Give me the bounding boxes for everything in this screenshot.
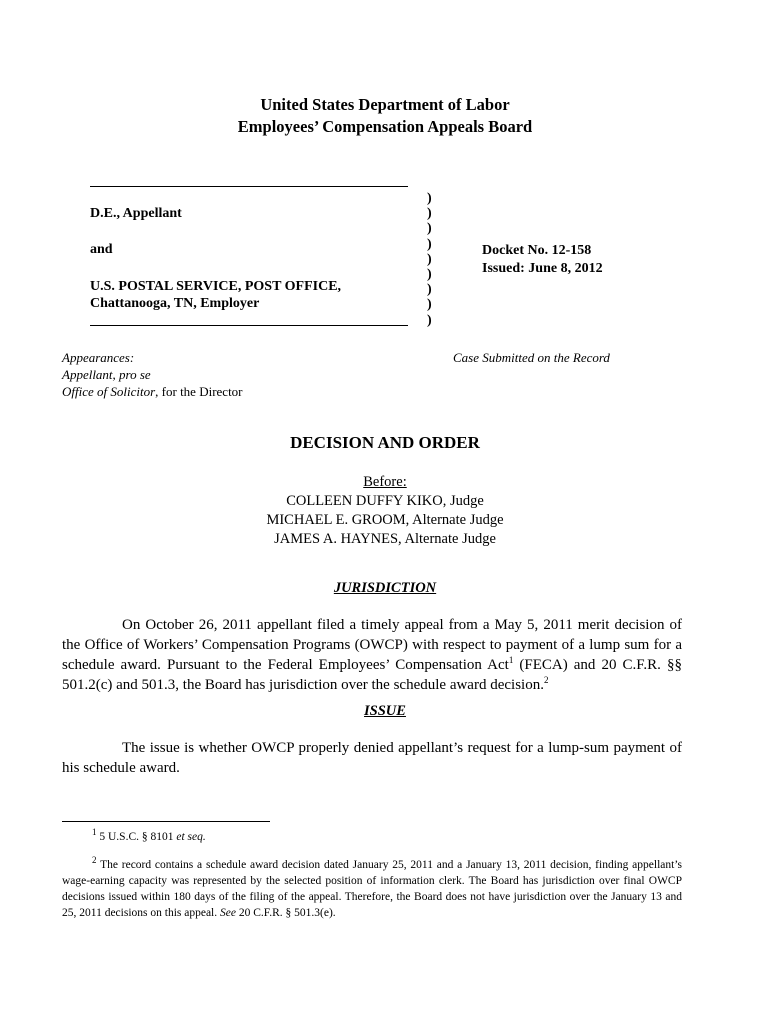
footnote-ref-2: 2 [543, 675, 549, 685]
appellant-name: D.E., Appellant [90, 206, 182, 221]
jurisdiction-heading: JURISDICTION [333, 580, 437, 596]
issue-heading: ISSUE [364, 703, 406, 719]
decision-title: DECISION AND ORDER [290, 433, 480, 452]
footnote-1: $^1$ 5 U.S.C. § 8101 et seq. [92, 827, 206, 843]
before-label: Before: [363, 474, 407, 490]
issue-paragraph: The issue is whether OWCP properly denied appellant’s request for a lump-sum payment of his schedule award. [62, 740, 682, 776]
footnote-ref-1: 1 [508, 655, 514, 665]
employer-line-2: Chattanooga, TN, Employer [90, 296, 260, 311]
appearance-solicitor: Office of Solicitor, for the Director [62, 384, 243, 399]
docket-number: Docket No. 12-158 [482, 243, 592, 258]
case-submitted: Case Submitted on the Record [453, 350, 610, 365]
judge-1: COLLEEN DUFFY KIKO, Judge [286, 493, 484, 509]
issued-date: Issued: June 8, 2012 [482, 261, 603, 276]
caption-bottom-rule [90, 325, 408, 326]
jurisdiction-paragraph: On October 26, 2011 appellant filed a timely appeal from a May 5, 2011 merit decision of the Office of Workers’ Compensation Programs (OWCP) with respect to payment of a lump sum for a schedule award. Pursuant to the Federal Employees’ Compensation Act$^1$ (FECA) and 20 C.F.R. §§ 501.2(c) and 501.3, the Board has jurisdiction over the schedule award decision.$^2$ [62, 617, 682, 693]
footnote-2: $^2$ The record contains a schedule award decision dated January 25, 2011 and a January 13, 2011 decision, finding appellant’s wage-earning capacity was represented by the selected position of information clerk. The Board has jurisdiction over final OWCP decisions issued within 180 days of the filing of the appeal. Therefore, the Board does not have jurisdiction over the January 13 and 25, 2011 decisions on this appeal. See 20 C.F.R. § 501.3(e). [62, 855, 682, 919]
judge-2: MICHAEL E. GROOM, Alternate Judge [266, 512, 504, 528]
footnote-rule [62, 821, 270, 822]
appearance-appellant: Appellant, pro se [62, 367, 151, 382]
agency-title: United States Department of Labor [260, 95, 510, 114]
board-title: Employees’ Compensation Appeals Board [237, 117, 533, 136]
caption-bracket: ) ) ) ) ) ) ) ) ) [427, 191, 432, 328]
panel-block [0, 473, 770, 549]
judge-3: JAMES A. HAYNES, Alternate Judge [274, 531, 496, 547]
employer-line-1: U.S. POSTAL SERVICE, POST OFFICE, [90, 279, 342, 294]
caption-top-rule [90, 186, 408, 187]
caption-and: and [90, 242, 113, 257]
appearances-label: Appearances: [62, 350, 135, 365]
